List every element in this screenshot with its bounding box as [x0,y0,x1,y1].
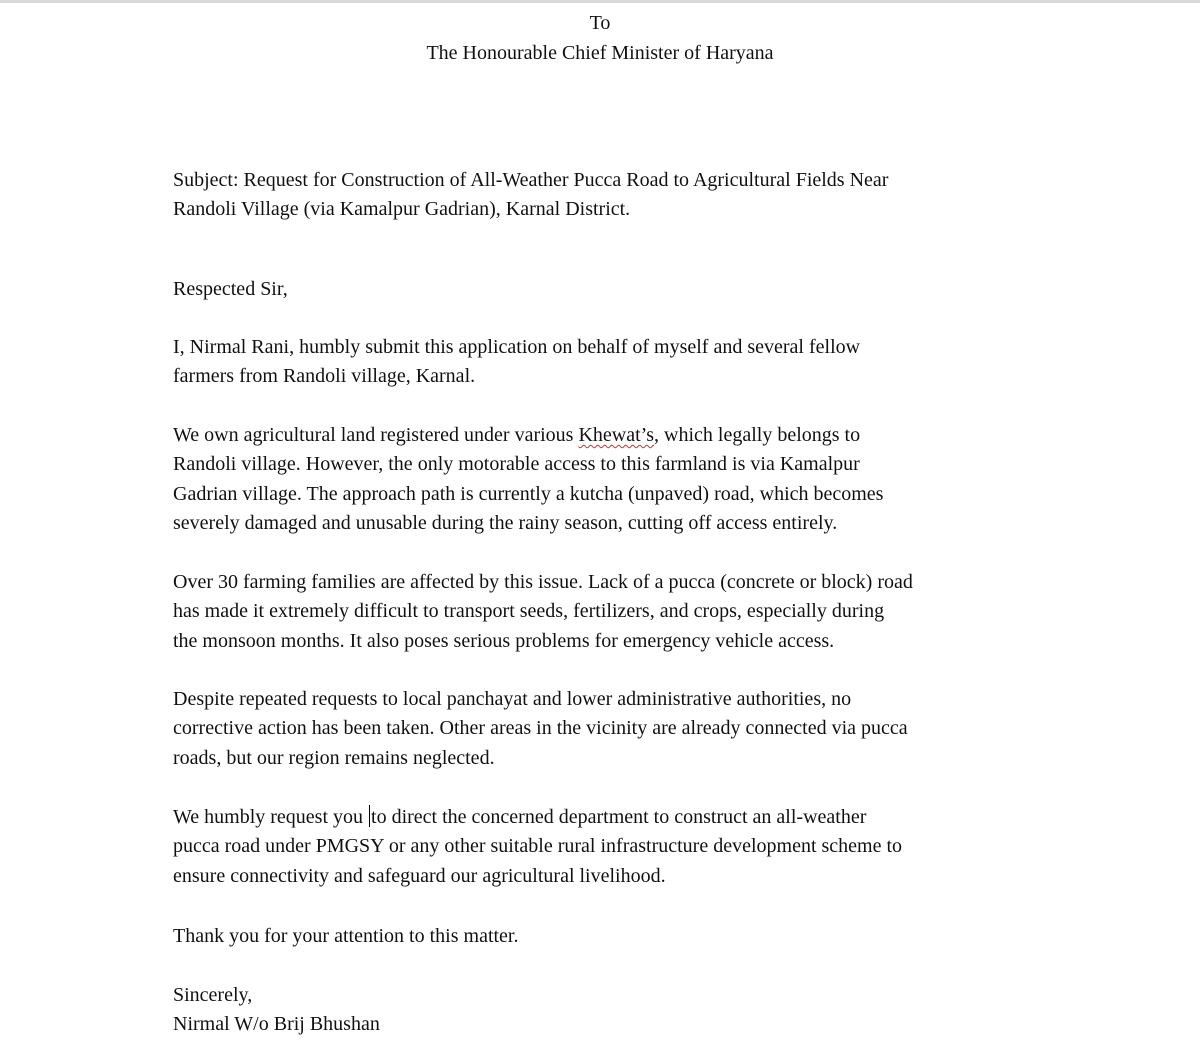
paragraph-2-line-1-end: , which legally belongs to [654,424,861,446]
paragraph-2-line-1-start: We own agricultural land registered under various [173,424,579,446]
subject-paragraph [173,166,1053,225]
paragraph-5 [173,803,1053,891]
paragraph-3-line-2: has made it extremely difficult to transport seeds, fertilizers, and crops, especially during [173,600,885,623]
paragraph-2-line-4: severely damaged and unusable during the rainy season, cutting off access entirely. [173,512,838,535]
paragraph-3-line-1: Over 30 farming families are affected by this issue. Lack of a pucca (concrete or block) road [173,571,913,593]
recipient-line: The Honourable Chief Minister of Haryana [426,42,774,64]
paragraph-2-line-2: Randoli village. However, the only motorable access to this farmland is via Kamalpur [173,453,860,476]
paragraph-1-line-1: I, Nirmal Rani, humbly submit this application on behalf of myself and several fellow [173,336,861,358]
thanks-line [173,922,1053,951]
paragraph-1 [173,333,1053,392]
spellcheck-flagged-word[interactable]: Khewat’s [578,424,655,446]
paragraph-4 [173,685,1053,773]
paragraph-2-line-1 [173,421,1053,450]
thanks-text: Thank you for your attention to this matter. [173,925,519,947]
paragraph-4-line-3: roads, but our region remains neglected. [173,746,495,769]
paragraph-5-line-1-start: We humbly request you [173,806,369,828]
paragraph-3 [173,568,1053,656]
subject-line-2: Randoli Village (via Kamalpur Gadrian), Karnal District. [173,198,631,221]
paragraph-3-line-3: the monsoon months. It also poses serious problems for emergency vehicle access. [173,629,835,652]
paragraph-1-line-2: farmers from Randoli village, Karnal. [173,365,476,388]
paragraph-5-line-2: pucca road under PMGSY or any other suitable rural infrastructure development scheme to [173,835,903,858]
closing-text: Sincerely, [173,984,253,1006]
salutation-text: Respected Sir, [173,278,288,300]
paragraph-5-line-3: ensure connectivity and safeguard our agricultural livelihood. [173,864,666,887]
paragraph-5-line-1 [173,803,1053,832]
signature-text: Nirmal W/o Brij Bhushan [173,1013,380,1036]
text-cursor [369,805,370,827]
paragraph-4-line-1: Despite repeated requests to local panchayat and lower administrative authorities, no [173,688,852,710]
to-line: To [589,12,611,34]
paragraph-2 [173,421,1053,539]
subject-line-1: Subject: Request for Construction of All-Weather Pucca Road to Agricultural Fields Near [173,169,889,191]
paragraph-5-line-1-end: to direct the concerned department to construct an all-weather [371,806,867,828]
paragraph-2-line-3: Gadrian village. The approach path is currently a kutcha (unpaved) road, which becomes [173,482,884,505]
closing-block [173,981,1053,1040]
salutation [173,275,1053,304]
paragraph-4-line-2: corrective action has been taken. Other areas in the vicinity are already connected via pucca [173,717,908,740]
